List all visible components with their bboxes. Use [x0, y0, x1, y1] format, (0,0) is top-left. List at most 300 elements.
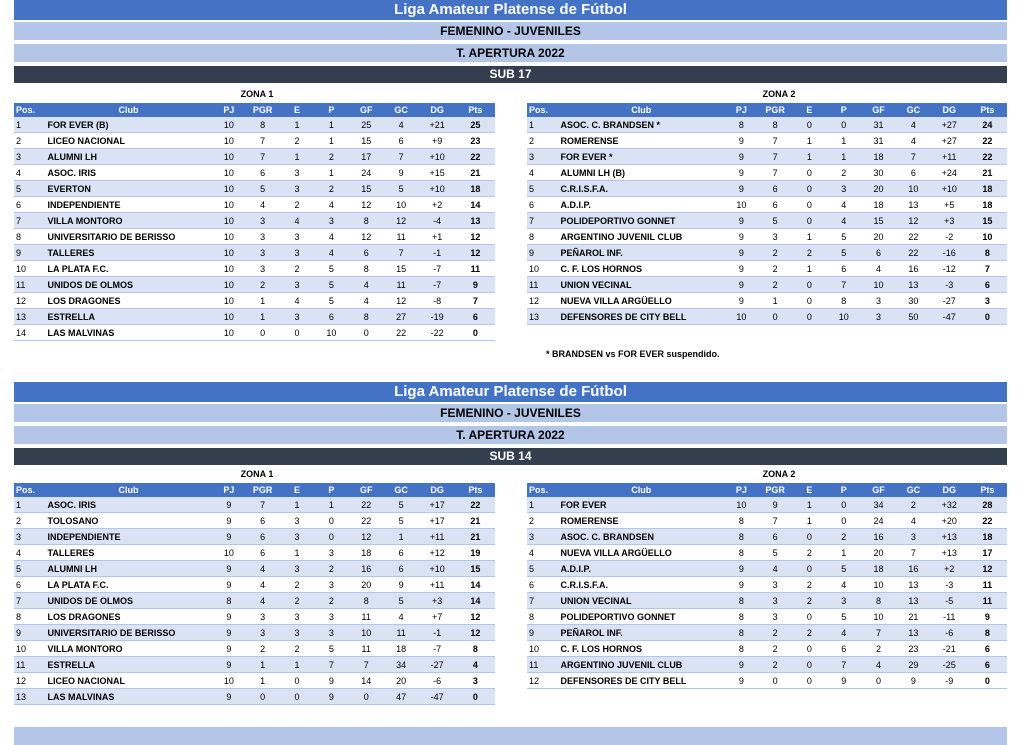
cell-pos: 8 [14, 609, 45, 625]
cell-e: 2 [280, 577, 314, 593]
cell-gf: 20 [349, 577, 384, 593]
table-row [527, 277, 1007, 293]
cell-e: 0 [793, 165, 827, 181]
cell-pts: 18 [968, 197, 1007, 213]
cell-gc: 5 [384, 497, 419, 513]
cell-dg: +17 [419, 497, 456, 513]
table-row [527, 593, 1007, 609]
cell-club: A.D.I.P. [557, 561, 725, 577]
column-header-dg: DG [931, 483, 968, 497]
column-header-pts: Pts [456, 483, 495, 497]
cell-pts: 0 [456, 325, 495, 341]
table-row [14, 149, 495, 165]
cell-pgr: 9 [758, 497, 793, 513]
cell-gf: 14 [349, 673, 384, 689]
cell-pj: 10 [212, 245, 245, 261]
table-row [14, 181, 495, 197]
cell-pj: 9 [212, 561, 245, 577]
table-row [14, 689, 495, 705]
cell-pos: 2 [527, 513, 557, 529]
cell-pts: 14 [456, 197, 495, 213]
cell-pos: 6 [14, 197, 45, 213]
cell-pj: 10 [212, 545, 245, 561]
zone1-label: ZONA 1 [240, 469, 274, 479]
cell-gf: 10 [861, 577, 896, 593]
cell-gf: 6 [349, 245, 384, 261]
cell-e: 2 [793, 625, 827, 641]
cell-gc: 7 [896, 149, 931, 165]
cell-dg: +11 [419, 577, 456, 593]
cell-p: 3 [314, 545, 349, 561]
cell-dg: +11 [419, 529, 456, 545]
cell-gf: 31 [861, 117, 896, 133]
cell-gc: 12 [384, 293, 419, 309]
cell-pj: 10 [725, 309, 758, 325]
cell-pj: 9 [212, 657, 245, 673]
cell-club: ROMERENSE [557, 133, 725, 149]
cell-e: 0 [793, 309, 827, 325]
cell-p: 5 [826, 561, 861, 577]
cell-dg: -7 [419, 277, 456, 293]
cell-p: 6 [826, 641, 861, 657]
cell-gf: 20 [861, 545, 896, 561]
cell-club: ASOC. C. BRANDSEN * [557, 117, 725, 133]
table-row [527, 245, 1007, 261]
cell-p: 2 [314, 181, 349, 197]
cell-pj: 9 [725, 577, 758, 593]
cell-gc: 13 [896, 593, 931, 609]
cell-p: 1 [826, 133, 861, 149]
cell-gc: 9 [384, 165, 419, 181]
cell-dg: +24 [931, 165, 968, 181]
cell-pgr: 7 [245, 149, 280, 165]
cell-gc: 27 [384, 309, 419, 325]
cell-e: 0 [793, 117, 827, 133]
table-row [14, 309, 495, 325]
cell-pts: 11 [456, 261, 495, 277]
cell-e: 2 [280, 133, 314, 149]
cell-pos: 7 [14, 213, 45, 229]
cell-pgr: 3 [245, 261, 280, 277]
cell-pos: 11 [527, 277, 557, 293]
table-row [14, 625, 495, 641]
column-header-p: P [826, 103, 861, 117]
cell-p: 3 [314, 577, 349, 593]
cell-pj: 9 [212, 513, 245, 529]
cell-club: TOLOSANO [45, 513, 213, 529]
cell-pgr: 6 [245, 513, 280, 529]
table-row [527, 657, 1007, 673]
cell-dg: -16 [931, 245, 968, 261]
cell-pts: 21 [456, 529, 495, 545]
cell-gf: 18 [861, 561, 896, 577]
cell-dg: -19 [419, 309, 456, 325]
cell-gf: 17 [349, 149, 384, 165]
cell-pos: 6 [527, 197, 557, 213]
cell-e: 3 [280, 609, 314, 625]
cell-pos: 4 [14, 165, 45, 181]
cell-pj: 9 [212, 689, 245, 705]
table-row [527, 309, 1007, 325]
cell-gc: 11 [384, 277, 419, 293]
column-header-gc: GC [384, 103, 419, 117]
cell-pos: 10 [527, 641, 557, 657]
cell-pts: 8 [968, 625, 1007, 641]
cell-gf: 6 [861, 245, 896, 261]
column-header-pos: Pos. [14, 103, 45, 117]
cell-gf: 4 [861, 261, 896, 277]
cell-pos: 2 [14, 513, 45, 529]
cell-club: C.R.I.S.F.A. [557, 181, 725, 197]
cell-pj: 8 [725, 593, 758, 609]
table-row [14, 513, 495, 529]
cell-p: 9 [314, 689, 349, 705]
table-row [527, 133, 1007, 149]
cell-e: 1 [280, 657, 314, 673]
cell-pj: 10 [212, 309, 245, 325]
cell-pj: 9 [725, 261, 758, 277]
cell-p: 7 [314, 657, 349, 673]
cell-dg: -8 [419, 293, 456, 309]
cell-pos: 7 [14, 593, 45, 609]
cell-pos: 13 [14, 309, 45, 325]
cell-pos: 6 [14, 577, 45, 593]
cell-pgr: 5 [758, 545, 793, 561]
cell-pos: 9 [14, 245, 45, 261]
cell-dg: +10 [419, 149, 456, 165]
cell-gc: 12 [384, 213, 419, 229]
table-row [14, 325, 495, 341]
cell-e: 0 [793, 657, 827, 673]
cell-dg: +11 [931, 149, 968, 165]
cell-gc: 34 [384, 657, 419, 673]
cell-dg: +9 [419, 133, 456, 149]
zone2-label: ZONA 2 [762, 89, 796, 99]
cell-gc: 9 [896, 673, 931, 689]
table-row [14, 213, 495, 229]
cell-pts: 6 [968, 641, 1007, 657]
cell-p: 1 [314, 497, 349, 513]
table-row [527, 149, 1007, 165]
cell-gc: 18 [384, 641, 419, 657]
cell-dg: +13 [931, 529, 968, 545]
column-header-e: E [793, 103, 827, 117]
cell-pos: 5 [527, 561, 557, 577]
column-header-pgr: PGR [245, 103, 280, 117]
cell-pj: 10 [212, 261, 245, 277]
cell-gf: 30 [861, 165, 896, 181]
cell-p: 5 [826, 245, 861, 261]
cell-club: VILLA MONTORO [45, 641, 213, 657]
cell-club: FOR EVER [557, 497, 725, 513]
cell-club: LAS MALVINAS [45, 689, 213, 705]
cell-dg: +7 [419, 609, 456, 625]
column-header-pgr: PGR [758, 483, 793, 497]
cell-dg: -22 [419, 325, 456, 341]
cell-gf: 31 [861, 133, 896, 149]
cell-p: 4 [826, 213, 861, 229]
category-label: SUB 17 [14, 66, 1007, 83]
cell-pts: 15 [968, 213, 1007, 229]
cell-pos: 8 [14, 229, 45, 245]
cell-pgr: 2 [758, 245, 793, 261]
cell-gc: 2 [896, 497, 931, 513]
column-header-gf: GF [861, 103, 896, 117]
cell-club: EVERTON [45, 181, 213, 197]
cell-pts: 22 [968, 149, 1007, 165]
cell-p: 5 [314, 641, 349, 657]
zone2-label: ZONA 2 [762, 469, 796, 479]
cell-club: VILLA MONTORO [45, 213, 213, 229]
cell-p: 5 [314, 277, 349, 293]
column-header-p: P [314, 103, 349, 117]
cell-club: ALUMNI LH [45, 149, 213, 165]
cell-pgr: 2 [245, 277, 280, 293]
table-row [14, 261, 495, 277]
cell-pj: 9 [725, 133, 758, 149]
column-header-p: P [826, 483, 861, 497]
tournament-label: T. APERTURA 2022 [14, 426, 1007, 444]
cell-club: LA PLATA F.C. [45, 577, 213, 593]
cell-pgr: 7 [245, 497, 280, 513]
cell-club: INDEPENDIENTE [45, 529, 213, 545]
cell-dg: -5 [931, 593, 968, 609]
table-row [527, 561, 1007, 577]
cell-gc: 13 [896, 625, 931, 641]
cell-gc: 4 [896, 513, 931, 529]
cell-pts: 3 [968, 293, 1007, 309]
cell-pos: 8 [527, 229, 557, 245]
cell-gc: 47 [384, 689, 419, 705]
table-row [14, 277, 495, 293]
cell-pos: 1 [14, 497, 45, 513]
cell-pgr: 7 [245, 133, 280, 149]
cell-gf: 16 [349, 561, 384, 577]
table-row [527, 577, 1007, 593]
cell-pj: 10 [212, 325, 245, 341]
cell-e: 0 [793, 609, 827, 625]
cell-p: 0 [826, 513, 861, 529]
cell-pj: 9 [212, 497, 245, 513]
cell-pgr: 6 [758, 181, 793, 197]
cell-p: 7 [826, 277, 861, 293]
cell-gf: 0 [861, 673, 896, 689]
cell-pts: 7 [968, 261, 1007, 277]
cell-club: ARGENTINO JUVENIL CLUB [557, 229, 725, 245]
cell-pj: 9 [212, 529, 245, 545]
cell-pos: 13 [527, 309, 557, 325]
cell-gf: 24 [861, 513, 896, 529]
table-row [14, 117, 495, 133]
cell-pts: 12 [456, 229, 495, 245]
league-title: Liga Amateur Platense de Fútbol [14, 382, 1007, 402]
cell-pj: 9 [725, 673, 758, 689]
cell-dg: -3 [931, 577, 968, 593]
cell-pos: 11 [527, 657, 557, 673]
cell-p: 2 [314, 149, 349, 165]
tournament-label: T. APERTURA 2022 [14, 44, 1007, 62]
division-subtitle: FEMENINO - JUVENILES [14, 22, 1007, 40]
cell-e: 3 [280, 181, 314, 197]
column-header-pts: Pts [968, 103, 1007, 117]
cell-p: 1 [314, 133, 349, 149]
cell-e: 1 [280, 545, 314, 561]
cell-pts: 18 [968, 529, 1007, 545]
cell-club: UNION VECINAL [557, 593, 725, 609]
cell-pgr: 8 [758, 117, 793, 133]
cell-e: 3 [280, 561, 314, 577]
cell-e: 1 [793, 133, 827, 149]
column-header-pj: PJ [725, 103, 758, 117]
cell-pj: 10 [212, 277, 245, 293]
cell-gf: 2 [861, 641, 896, 657]
cell-pts: 19 [456, 545, 495, 561]
cell-gf: 4 [349, 293, 384, 309]
cell-dg: +13 [931, 545, 968, 561]
cell-p: 2 [314, 561, 349, 577]
cell-pts: 6 [968, 657, 1007, 673]
table-row [527, 197, 1007, 213]
cell-pgr: 4 [758, 561, 793, 577]
cell-club: LA PLATA F.C. [45, 261, 213, 277]
cell-club: PEÑAROL INF. [557, 625, 725, 641]
cell-p: 4 [826, 197, 861, 213]
cell-pos: 3 [14, 149, 45, 165]
cell-gc: 6 [384, 561, 419, 577]
cell-gf: 34 [861, 497, 896, 513]
cell-club: POLIDEPORTIVO GONNET [557, 213, 725, 229]
cell-pos: 1 [527, 497, 557, 513]
cell-dg: -6 [931, 625, 968, 641]
cell-club: LAS MALVINAS [45, 325, 213, 341]
cell-pj: 10 [212, 133, 245, 149]
cell-pgr: 2 [758, 277, 793, 293]
cell-e: 2 [793, 577, 827, 593]
cell-pts: 12 [456, 609, 495, 625]
column-header-club: Club [45, 103, 213, 117]
cell-pj: 10 [725, 497, 758, 513]
cell-club: C.R.I.S.F.A. [557, 577, 725, 593]
table-row [527, 497, 1007, 513]
cell-pts: 0 [968, 673, 1007, 689]
column-header-e: E [793, 483, 827, 497]
cell-p: 1 [826, 149, 861, 165]
column-header-gc: GC [384, 483, 419, 497]
cell-pts: 12 [456, 625, 495, 641]
cell-club: ROMERENSE [557, 513, 725, 529]
cell-pts: 18 [968, 181, 1007, 197]
cell-club: NUEVA VILLA ARGÜELLO [557, 545, 725, 561]
cell-gf: 0 [349, 689, 384, 705]
cell-dg: +3 [931, 213, 968, 229]
cell-gf: 25 [349, 117, 384, 133]
column-header-pts: Pts [968, 483, 1007, 497]
cell-e: 1 [793, 229, 827, 245]
table-row [527, 229, 1007, 245]
cell-pgr: 2 [758, 641, 793, 657]
cell-pgr: 3 [758, 229, 793, 245]
cell-club: ASOC. IRIS [45, 165, 213, 181]
cell-club: LICEO NACIONAL [45, 673, 213, 689]
cell-pts: 21 [456, 513, 495, 529]
cell-pos: 12 [527, 293, 557, 309]
cell-p: 0 [826, 497, 861, 513]
cell-pgr: 1 [245, 657, 280, 673]
cell-gf: 7 [861, 625, 896, 641]
cell-pj: 8 [725, 529, 758, 545]
cell-pts: 10 [968, 229, 1007, 245]
cell-gf: 10 [861, 609, 896, 625]
cell-club: ALUMNI LH (B) [557, 165, 725, 181]
column-header-pgr: PGR [245, 483, 280, 497]
cell-pts: 0 [968, 309, 1007, 325]
cell-dg: +3 [419, 593, 456, 609]
cell-pts: 25 [456, 117, 495, 133]
cell-p: 4 [314, 229, 349, 245]
column-header-gf: GF [349, 103, 384, 117]
cell-gf: 22 [349, 497, 384, 513]
cell-gf: 18 [861, 197, 896, 213]
cell-dg: -27 [419, 657, 456, 673]
cell-pts: 4 [456, 657, 495, 673]
cell-dg: +10 [419, 181, 456, 197]
cell-pos: 8 [527, 609, 557, 625]
table-row [14, 577, 495, 593]
cell-pgr: 7 [758, 133, 793, 149]
cell-gc: 5 [384, 593, 419, 609]
cell-pos: 5 [14, 561, 45, 577]
cell-club: UNIVERSITARIO DE BERISSO [45, 625, 213, 641]
cell-club: DEFENSORES DE CITY BELL [557, 673, 725, 689]
cell-club: INDEPENDIENTE [45, 197, 213, 213]
cell-pgr: 1 [245, 309, 280, 325]
cell-pgr: 2 [758, 657, 793, 673]
table-row [14, 529, 495, 545]
cell-club: C. F. LOS HORNOS [557, 641, 725, 657]
standings-table-sub14-zona1 [14, 483, 495, 705]
cell-pos: 11 [14, 277, 45, 293]
cell-pos: 10 [14, 641, 45, 657]
cell-gc: 22 [384, 325, 419, 341]
cell-pgr: 3 [758, 577, 793, 593]
cell-dg: -1 [419, 625, 456, 641]
cell-e: 2 [280, 197, 314, 213]
cell-e: 2 [280, 261, 314, 277]
cell-gf: 8 [349, 593, 384, 609]
cell-dg: -1 [419, 245, 456, 261]
column-header-club: Club [45, 483, 213, 497]
cell-dg: -4 [419, 213, 456, 229]
cell-p: 5 [314, 261, 349, 277]
table-row [527, 545, 1007, 561]
cell-p: 4 [826, 625, 861, 641]
table-row [14, 673, 495, 689]
cell-gc: 22 [896, 245, 931, 261]
cell-pts: 12 [456, 245, 495, 261]
column-header-gf: GF [861, 483, 896, 497]
cell-e: 0 [793, 277, 827, 293]
cell-gf: 11 [349, 609, 384, 625]
cell-pgr: 2 [758, 625, 793, 641]
cell-pos: 12 [14, 673, 45, 689]
cell-gc: 7 [896, 545, 931, 561]
standings-table-sub14-zona2 [527, 483, 1007, 689]
cell-p: 9 [826, 673, 861, 689]
cell-e: 2 [793, 545, 827, 561]
cell-club: LOS DRAGONES [45, 293, 213, 309]
cell-gc: 7 [384, 245, 419, 261]
table-row [14, 293, 495, 309]
